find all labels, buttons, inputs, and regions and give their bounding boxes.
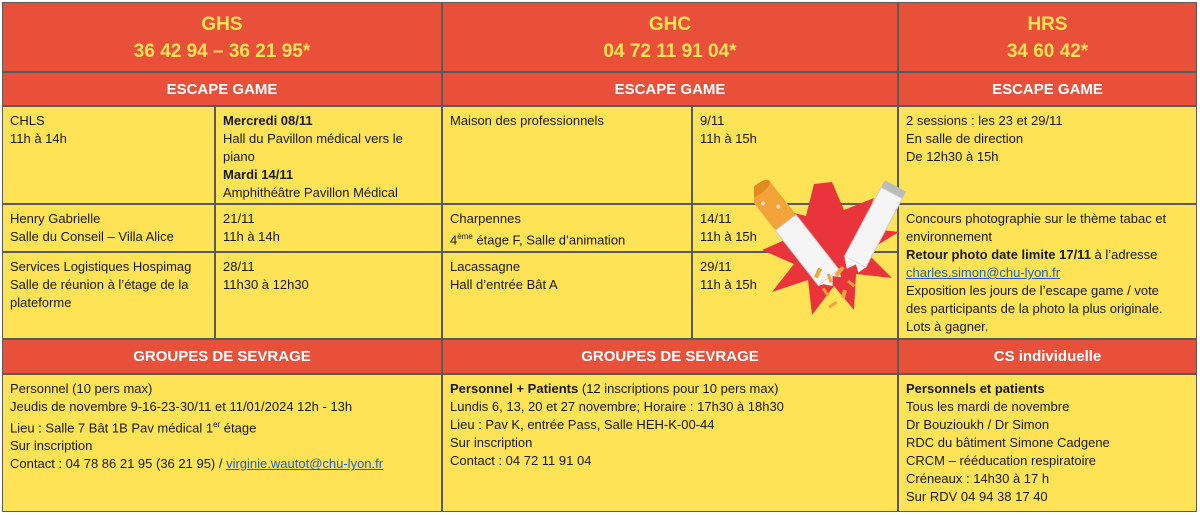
ghc-header [442,2,898,72]
ghc-sevrage-title: GROUPES DE SEVRAGE [442,339,898,374]
ghc-dates-lacassagne: 29/11 11h à 15h [692,252,898,339]
hrs-cs-details: Personnels et patients Tous les mardi de novembre Dr Bouzioukh / Dr Simon RDC du bâtiment Simone Cadgene CRCM – rééducation respiratoire Créneaux : 14h30 à 17 h Sur RDV 04 94 38 17 40 [898,374,1197,512]
ghs-site-hospimag: Services Logistiques Hospimag Salle de réunion à l’étage de la plateforme [2,252,215,339]
ghs-title: GHS [201,14,243,35]
ghc-title: GHC [648,14,692,35]
hrs-phone: 34 60 42* [1006,41,1089,62]
contest-email-link[interactable]: charles.simon@chu-lyon.fr [906,265,1061,280]
info-table [2,2,1197,512]
ghs-sevrage-details: Personnel (10 pers max) Jeudis de novembre 9-16-23-30/11 et 11/01/2024 12h - 13h Lieu : Salle 7 Bât 1B Pav médical 1er étage Sur inscription Contact : 04 78 86 21 95 (36 21 95) / virginie.wautot@chu-lyon.fr [2,374,442,512]
hrs-photo-contest: Concours photographie sur le thème tabac et environnement Retour photo date limite 17/11 à l’adresse charles.simon@chu-lyon.fr Exposition les jours de l’escape game / vote des participants de la photo la plus originale. Lots à gagner. [898,204,1197,339]
ghs-dates-chls: Mercredi 08/11 Hall du Pavillon médical vers le piano Mardi 14/11 Amphithéâtre Pavillon Médical [215,106,442,204]
ghs-site-henry-gabrielle: Henry Gabrielle Salle du Conseil – Villa Alice [2,204,215,252]
hrs-escape-sessions: 2 sessions : les 23 et 29/11 En salle de direction De 12h30 à 15h [898,106,1197,204]
ghs-header [2,2,442,72]
ghc-site-charpennes: Charpennes 4ème étage F, Salle d’animation [442,204,692,252]
ghs-site-chls: CHLS 11h à 14h [2,106,215,204]
ghs-contact-email-link[interactable]: virginie.wautot@chu-lyon.fr [226,456,384,472]
ghs-escape-title: ESCAPE GAME [2,72,442,106]
ghc-phone: 04 72 11 91 04* [603,41,737,62]
ghs-sevrage-title: GROUPES DE SEVRAGE [2,339,442,374]
ghs-dates-hospimag: 28/11 11h30 à 12h30 [215,252,442,339]
broken-cigarette-icon [754,170,909,330]
ghc-escape-title: ESCAPE GAME [442,72,898,106]
hrs-cs-title: CS individuelle [898,339,1197,374]
ghc-sevrage-details: Personnel + Patients (12 inscriptions pour 10 pers max) Lundis 6, 13, 20 et 27 novembre; Horaire : 17h30 à 18h30 Lieu : Pav K, entrée Pass, Salle HEH-K-00-44 Sur inscription Contact : 04 72 11 91 04 [442,374,898,512]
hrs-title: HRS [1027,14,1068,35]
ghc-site-maison: Maison des professionnels [442,106,692,204]
hrs-header [898,2,1197,72]
ghc-dates-maison: 9/11 11h à 15h [692,106,898,204]
ghs-phone: 36 42 94 – 36 21 95* [133,41,311,62]
ghc-dates-charpennes: 14/11 11h à 15h [692,204,898,252]
ghs-dates-henry-gabrielle: 21/11 11h à 14h [215,204,442,252]
hrs-escape-title: ESCAPE GAME [898,72,1197,106]
ghc-site-lacassagne: Lacassagne Hall d’entrée Bât A [442,252,692,339]
